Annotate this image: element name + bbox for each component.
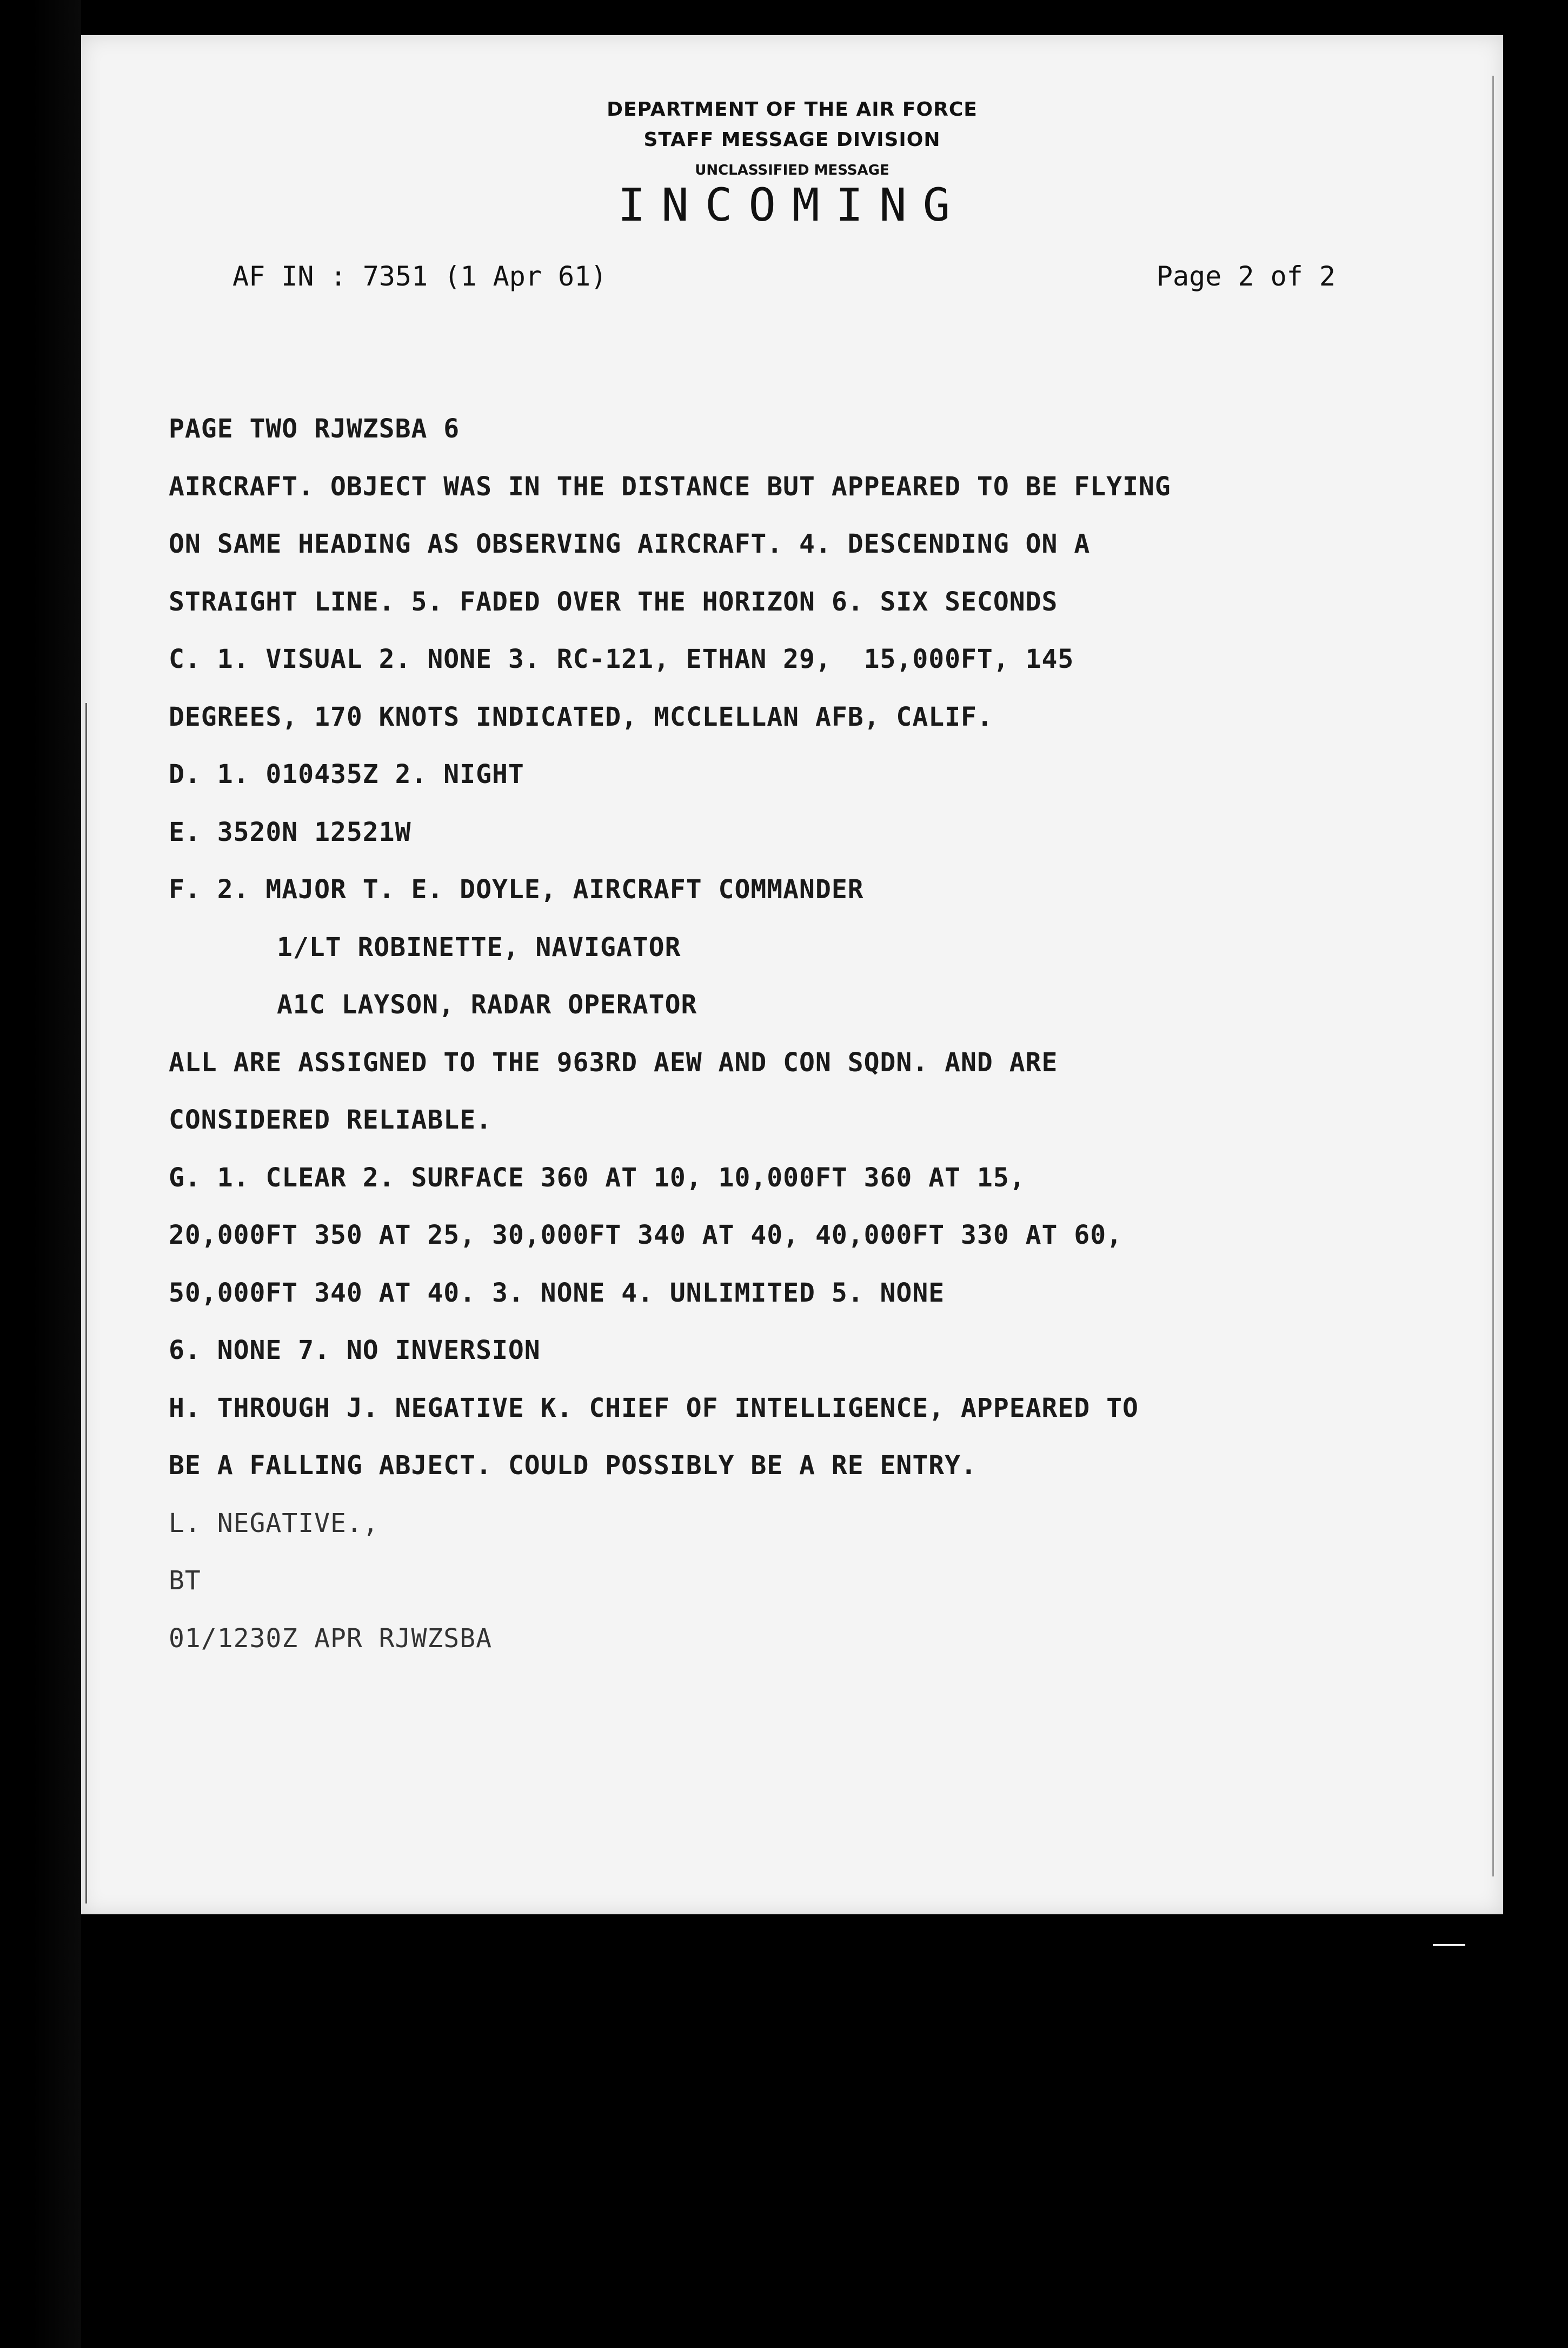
- message-body: [169, 400, 1412, 1667]
- department-heading: DEPARTMENT OF THE AIR FORCE: [607, 98, 978, 121]
- message-line: DEGREES, 170 KNOTS INDICATED, MCCLELLAN AFB, CALIF.: [169, 701, 993, 732]
- message-line: E. 3520N 12521W: [169, 817, 411, 847]
- message-line: ON SAME HEADING AS OBSERVING AIRCRAFT. 4. DESCENDING ON A: [169, 529, 1091, 559]
- crop-mark: [1433, 1944, 1465, 1946]
- message-line: STRAIGHT LINE. 5. FADED OVER THE HORIZON 6. SIX SECONDS: [169, 586, 1058, 617]
- message-line: BT: [169, 1566, 201, 1596]
- message-line: A1C LAYSON, RADAR OPERATOR: [277, 990, 697, 1020]
- message-line: ALL ARE ASSIGNED TO THE 963RD AEW AND CON SQDN. AND ARE: [169, 1047, 1058, 1078]
- scan-edge-left: [85, 703, 87, 1903]
- message-line: 01/1230Z APR RJWZSBA: [169, 1623, 492, 1654]
- message-line: L. NEGATIVE.,: [169, 1508, 379, 1538]
- message-line: G. 1. CLEAR 2. SURFACE 360 AT 10, 10,000FT 360 AT 15,: [169, 1162, 1026, 1193]
- message-line: 20,000FT 350 AT 25, 30,000FT 340 AT 40, 40,000FT 330 AT 60,: [169, 1220, 1123, 1250]
- message-line: 6. NONE 7. NO INVERSION: [169, 1335, 541, 1365]
- message-line: D. 1. 010435Z 2. NIGHT: [169, 759, 524, 790]
- scan-margin: [32, 0, 81, 2348]
- classification-heading: UNCLASSIFIED MESSAGE: [695, 162, 889, 178]
- message-line: 50,000FT 340 AT 40. 3. NONE 4. UNLIMITED 5. NONE: [169, 1277, 945, 1308]
- af-in-reference: AF IN : 7351 (1 Apr 61): [232, 261, 607, 292]
- message-type-title: INCOMING: [617, 178, 967, 231]
- scan-edge-right: [1492, 76, 1494, 1876]
- message-line: AIRCRAFT. OBJECT WAS IN THE DISTANCE BUT APPEARED TO BE FLYING: [169, 471, 1171, 502]
- message-line: C. 1. VISUAL 2. NONE 3. RC-121, ETHAN 29, 15,000FT, 145: [169, 644, 1074, 674]
- message-line: BE A FALLING ABJECT. COULD POSSIBLY BE A RE ENTRY.: [169, 1450, 977, 1481]
- message-line: PAGE TWO RJWZSBA 6: [169, 414, 460, 444]
- page-number: Page 2 of 2: [1156, 261, 1336, 292]
- message-line: CONSIDERED RELIABLE.: [169, 1105, 492, 1135]
- message-line: H. THROUGH J. NEGATIVE K. CHIEF OF INTELLIGENCE, APPEARED TO: [169, 1392, 1139, 1423]
- message-line: 1/LT ROBINETTE, NAVIGATOR: [277, 932, 681, 963]
- division-heading: STAFF MESSAGE DIVISION: [643, 129, 941, 151]
- message-line: F. 2. MAJOR T. E. DOYLE, AIRCRAFT COMMANDER: [169, 874, 864, 905]
